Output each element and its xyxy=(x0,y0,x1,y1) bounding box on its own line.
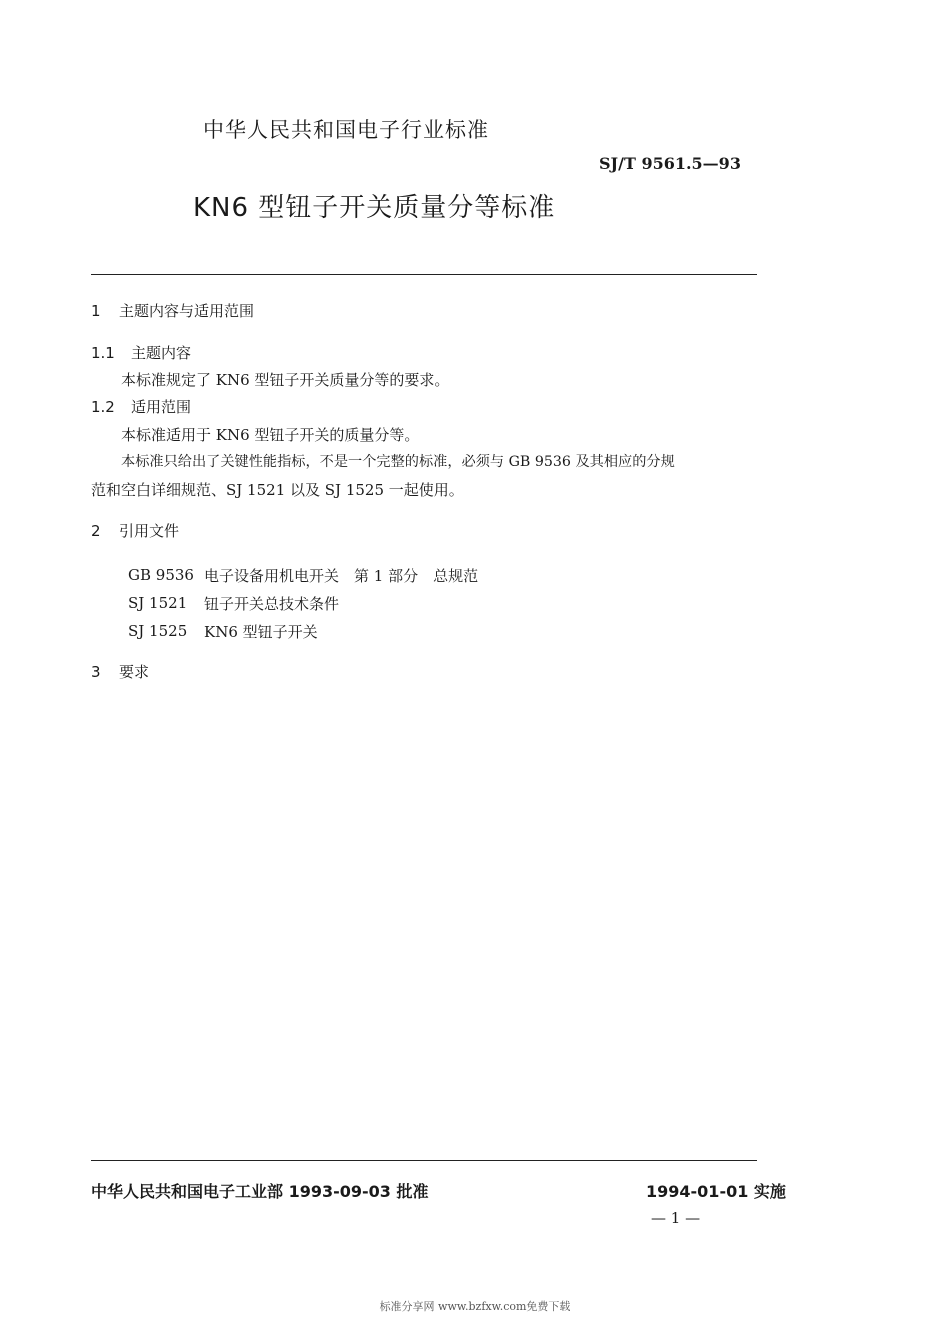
reference-code: GB 9536 xyxy=(128,566,194,584)
reference-list xyxy=(128,561,478,645)
section-2-number: 2 xyxy=(91,522,101,540)
industry-title: 中华人民共和国电子行业标准 xyxy=(203,118,489,142)
reference-title: 电子设备用机电开关 第 1 部分 总规范 xyxy=(204,566,479,585)
section-1-2-text-2-line-1: 本标准只给出了关键性能指标，不是一个完整的标准，必须与 GB 9536 及其相应的分规 xyxy=(121,454,675,470)
reference-title: 钮子开关总技术条件 xyxy=(204,594,340,613)
reference-title: KN6 型钮子开关 xyxy=(204,622,318,641)
reference-row xyxy=(128,561,478,589)
reference-row xyxy=(128,589,478,617)
section-1-1-title: 主题内容 xyxy=(131,344,192,362)
bottom-divider xyxy=(91,1160,757,1161)
section-1-2-text-1: 本标准适用于 KN6 型钮子开关的质量分等。 xyxy=(121,426,420,444)
section-2-heading xyxy=(91,520,179,541)
section-1-1-heading xyxy=(91,342,191,363)
section-3-title: 要求 xyxy=(119,663,150,681)
section-1-heading xyxy=(91,300,254,321)
section-1-1-text: 本标准规定了 KN6 型钮子开关质量分等的要求。 xyxy=(121,371,450,389)
section-3-heading xyxy=(91,661,149,682)
section-1-2-text-2-line-2: 范和空白详细规范、SJ 1521 以及 SJ 1525 一起使用。 xyxy=(91,481,464,499)
section-1-2-heading xyxy=(91,396,191,417)
section-3-number: 3 xyxy=(91,663,101,681)
section-1-title: 主题内容与适用范围 xyxy=(119,302,255,320)
page-number: — 1 — xyxy=(651,1209,701,1227)
top-divider xyxy=(91,274,757,275)
reference-code: SJ 1525 xyxy=(128,622,188,640)
section-1-number: 1 xyxy=(91,302,101,320)
reference-code: SJ 1521 xyxy=(128,594,188,612)
section-1-1-number: 1.1 xyxy=(91,344,115,362)
approval-line: 中华人民共和国电子工业部 1993-09-03 批准 xyxy=(91,1182,429,1201)
watermark: 标准分享网 www.bzfxw.com免费下载 xyxy=(379,1300,571,1313)
section-1-2-title: 适用范围 xyxy=(131,398,192,416)
reference-row xyxy=(128,617,478,645)
section-1-2-number: 1.2 xyxy=(91,398,115,416)
standard-code: SJ/T 9561.5—93 xyxy=(599,154,741,173)
document-title: KN6 型钮子开关质量分等标准 xyxy=(193,193,556,223)
section-2-title: 引用文件 xyxy=(119,522,180,540)
implementation-date: 1994-01-01 实施 xyxy=(646,1182,786,1201)
